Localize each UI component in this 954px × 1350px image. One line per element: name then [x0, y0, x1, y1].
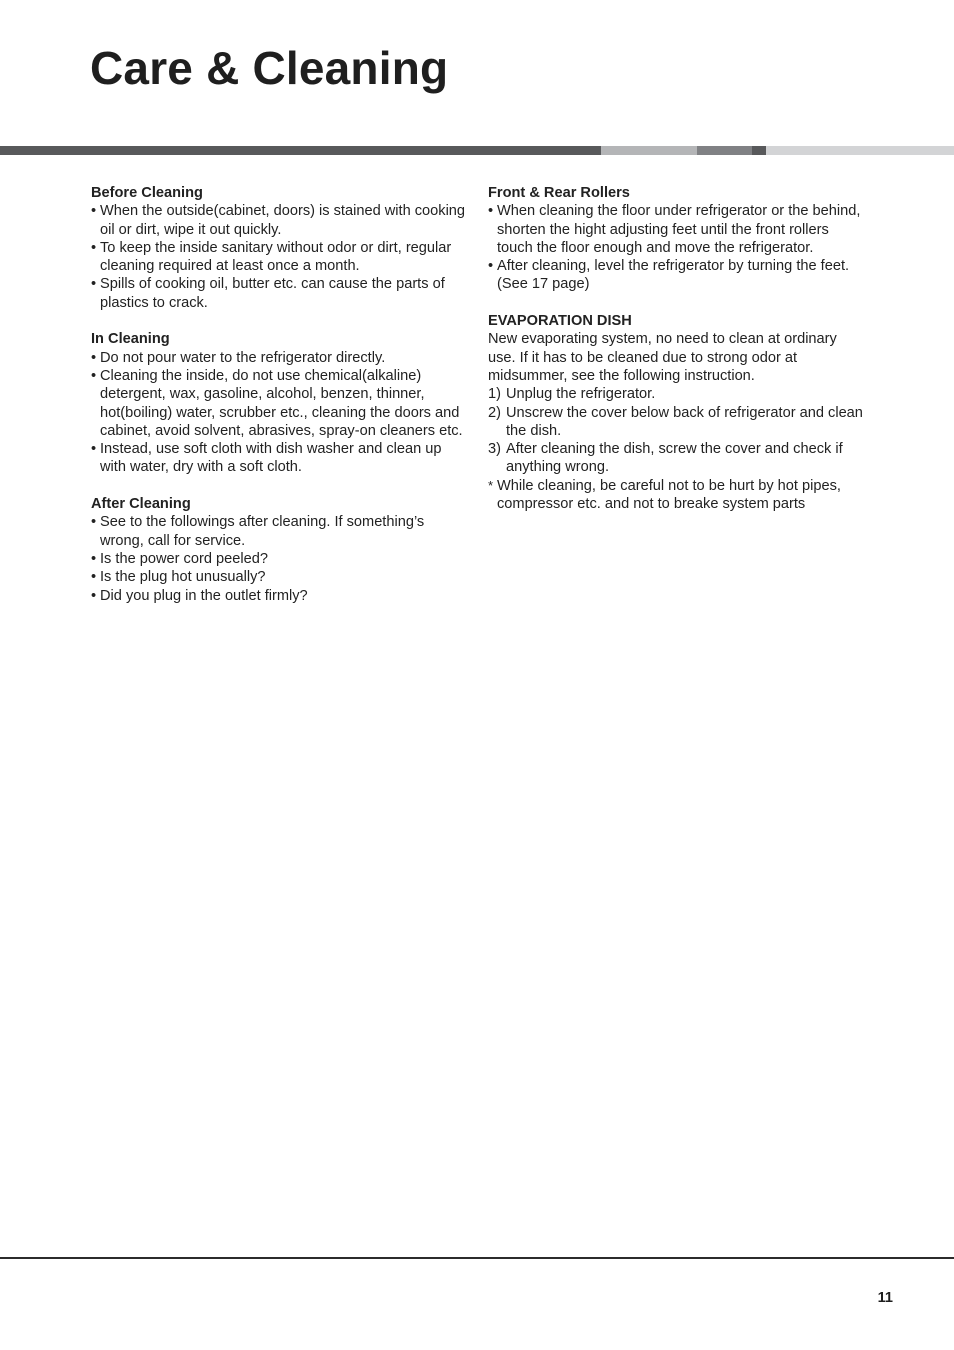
header-bar-segment: [752, 146, 766, 155]
page-title: Care & Cleaning: [90, 42, 449, 94]
list-item: [91, 513, 471, 550]
caution-note-text: While cleaning, be careful not to be hurt by hot pipes, compressor etc. and not to breake system parts: [497, 477, 841, 513]
bullet-marker: •: [91, 587, 97, 604]
bullet-marker: •: [91, 441, 97, 458]
bullet-list: [91, 513, 471, 604]
bullet-list: [91, 349, 471, 477]
list-item-text: See to the followings after cleaning. If something’s wrong, call for service.: [100, 514, 425, 549]
section-heading: After Cleaning: [91, 496, 191, 513]
list-item: [91, 239, 471, 276]
list-item-text: Is the power cord peeled?: [100, 550, 268, 567]
list-item-text: When the outside(cabinet, doors) is stained with cooking oil or dirt, wipe it out quickly.: [100, 203, 466, 238]
bullet-marker: •: [91, 239, 97, 256]
header-bar-segment: [766, 146, 954, 155]
step-text: Unplug the refrigerator.: [506, 386, 656, 403]
step-list: [488, 385, 868, 476]
bullet-marker: •: [91, 203, 97, 220]
bullet-marker: •: [488, 258, 494, 275]
after-cleaning-section: [91, 495, 471, 605]
bullet-list: [488, 202, 868, 293]
list-item: [488, 257, 868, 294]
list-item: [91, 275, 471, 312]
section-heading: Front & Rear Rollers: [488, 185, 630, 201]
section-heading: In Cleaning: [91, 331, 170, 348]
bullet-marker: •: [91, 349, 97, 366]
list-item-text: Is the plug hot unusually?: [100, 569, 266, 586]
bullet-marker: •: [488, 203, 494, 220]
section-heading: Before Cleaning: [91, 185, 203, 201]
list-item-text: After cleaning, level the refrigerator by turning the feet. (See 17 page): [497, 258, 850, 293]
step-number: 2): [488, 404, 501, 421]
section-heading: EVAPORATION DISH: [488, 313, 632, 330]
asterisk-icon: *: [488, 477, 494, 493]
list-item: [91, 349, 471, 367]
list-item-text: Spills of cooking oil, butter etc. can cause the parts of plastics to crack.: [100, 276, 445, 311]
step-item: [488, 440, 868, 477]
left-column: [91, 184, 471, 623]
right-column: [488, 184, 868, 532]
list-item: [488, 202, 868, 257]
step-text: Unscrew the cover below back of refrigerator and clean the dish.: [506, 404, 863, 439]
intro-paragraph: New evaporating system, no need to clean at ordinary use. If it has to be cleaned due to strong odor at midsummer, see the following instruction.: [488, 331, 837, 384]
step-number: 1): [488, 386, 501, 403]
list-item-text: Did you plug in the outlet firmly?: [100, 587, 308, 604]
step-text: After cleaning the dish, screw the cover and check if anything wrong.: [506, 441, 843, 476]
step-item: [488, 385, 868, 403]
header-color-bar: [0, 146, 954, 155]
bullet-list: [91, 202, 471, 312]
list-item: [91, 568, 471, 586]
before-cleaning-section: [91, 184, 471, 312]
bullet-marker: •: [91, 514, 97, 531]
list-item-text: Instead, use soft cloth with dish washer and clean up with water, dry with a soft cloth.: [100, 441, 442, 476]
list-item-text: When cleaning the floor under refrigerator or the behind, shorten the hight adjusting feet until the front rollers touch the floor enough and move the refrigerator.: [497, 203, 861, 256]
list-item: [91, 550, 471, 568]
rollers-section: [488, 184, 868, 294]
footer-rule: [0, 1257, 954, 1259]
step-item: [488, 404, 868, 441]
bullet-marker: •: [91, 276, 97, 293]
header-bar-segment: [697, 146, 752, 155]
list-item-text: Cleaning the inside, do not use chemical(alkaline) detergent, wax, gasoline, alcohol, benzen, thinner, hot(boiling) water, scrubber etc., cleaning the doors and cabinet, avoid solvent, abrasives, spray-on cleaners etc.: [100, 367, 463, 439]
in-cleaning-section: [91, 330, 471, 476]
bullet-marker: •: [91, 569, 97, 586]
list-item: [91, 587, 471, 605]
header-bar-segment: [0, 146, 601, 155]
bullet-marker: •: [91, 367, 97, 384]
list-item: [91, 367, 471, 440]
list-item: [91, 440, 471, 477]
list-item: [91, 202, 471, 239]
bullet-marker: •: [91, 550, 97, 567]
evaporation-dish-section: [488, 312, 868, 513]
header-bar-segment: [601, 146, 697, 155]
list-item-text: To keep the inside sanitary without odor or dirt, regular cleaning required at least once a month.: [100, 239, 452, 275]
page-number: 11: [877, 1290, 893, 1306]
caution-note: [488, 477, 868, 514]
step-number: 3): [488, 441, 501, 458]
list-item-text: Do not pour water to the refrigerator directly.: [100, 349, 386, 366]
